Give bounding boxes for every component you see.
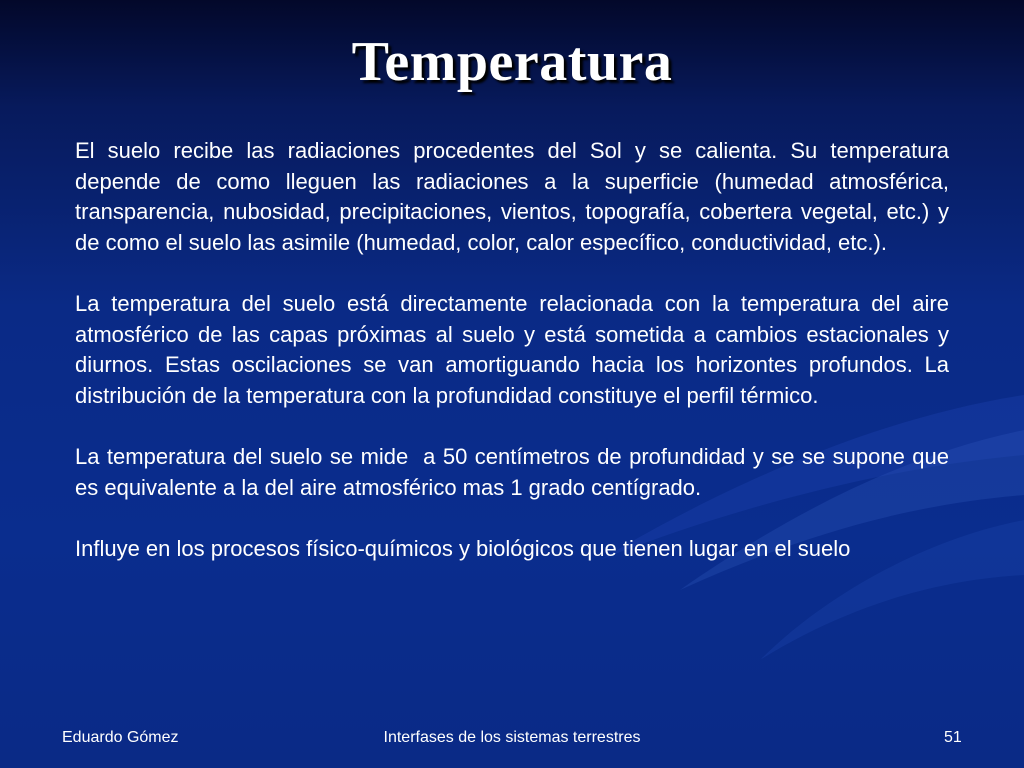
slide-title: Temperatura [351,31,673,93]
paragraph-measurement: La temperatura del suelo se mide a 50 centímetros de profundidad y se se supone que es equivalente a la del aire atmosférico mas 1 grado centígrado. [75,444,956,500]
footer-course: Interfases de los sistemas terrestres [383,729,641,746]
paragraph-air-relation: La temperatura del suelo está directamente relacionada con la temperatura del aire atmosférico de las capas próximas al suelo y está sometida a cambios estacionales y diurnos. Estas oscilaciones se van amortiguando hacia los horizontes profundos. La distribución de la temperatura con la profundidad constituye el perfil térmico. [75,291,956,408]
paragraph-influence: Influye en los procesos físico-químicos y biológicos que tienen lugar en el suelo [75,536,851,561]
footer-page-number: 51 [944,729,962,746]
slide-body [75,136,956,596]
paragraph-radiation: El suelo recibe las radiaciones procedentes del Sol y se calienta. Su temperatura depende de como lleguen las radiaciones a la superficie (humedad atmosférica, transparencia, nubosidad, precipitaciones, vientos, topografía, cobertera vegetal, etc.) y de como el suelo las asimile (humedad, color, calor específico, conductividad, etc.). [75,138,956,255]
footer-author: Eduardo Gómez [62,729,179,746]
